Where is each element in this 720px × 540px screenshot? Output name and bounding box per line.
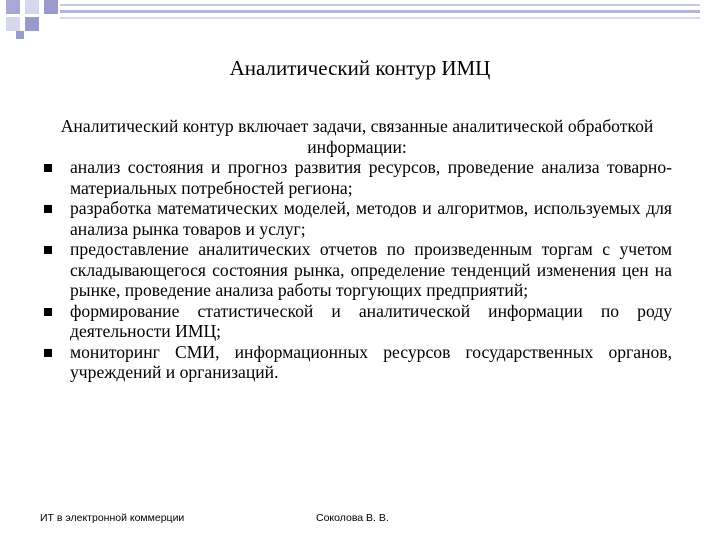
header-decoration bbox=[0, 0, 720, 44]
decor-square bbox=[6, 17, 20, 31]
decor-square bbox=[25, 0, 39, 14]
slide-body bbox=[42, 116, 672, 383]
decor-squares bbox=[6, 0, 58, 39]
decor-square bbox=[16, 31, 24, 39]
decor-stripe bbox=[60, 4, 700, 6]
footer-course-title: ИТ в электронной коммерции bbox=[40, 512, 185, 524]
bullet-item bbox=[42, 301, 672, 342]
bullet-text: предоставление аналитических отчетов по произведенным торгам с учетом складывающегося состояния рынка, определение тенденций изменения цен на рынке, проведение анализа работы торгующих предприятий; bbox=[70, 239, 672, 300]
square-bullet-icon bbox=[44, 205, 52, 213]
decor-square bbox=[25, 17, 39, 31]
bullet-text: мониторинг СМИ, информационных ресурсов государственных органов, учреждений и организаций. bbox=[70, 341, 672, 382]
decor-stripe bbox=[60, 17, 700, 19]
bullet-text: разработка математических моделей, методов и алгоритмов, используемых для анализа рынка товаров и услуг; bbox=[70, 198, 672, 239]
decor-stripe bbox=[60, 10, 700, 13]
bullet-item bbox=[42, 198, 672, 239]
intro-text: Аналитический контур включает задачи, связанные аналитической обработкой информации: bbox=[60, 116, 654, 157]
slide-title: Аналитический контур ИМЦ bbox=[229, 56, 491, 80]
bullet-item bbox=[42, 157, 672, 198]
bullet-item bbox=[42, 239, 672, 301]
decor-square bbox=[6, 0, 20, 14]
bullet-item bbox=[42, 342, 672, 383]
bullet-text: формирование статистической и аналитической информации по роду деятельности ИМЦ; bbox=[70, 300, 672, 341]
bullet-list bbox=[42, 157, 672, 383]
bullet-text: анализ состояния и прогноз развития ресурсов, проведение анализа товарно-материальных потребностей региона; bbox=[70, 157, 672, 198]
decor-stripes bbox=[60, 4, 700, 19]
square-bullet-icon bbox=[44, 349, 52, 357]
square-bullet-icon bbox=[44, 246, 52, 254]
decor-square bbox=[44, 0, 58, 14]
square-bullet-icon bbox=[44, 164, 52, 172]
footer-author: Соколова В. В. bbox=[316, 512, 389, 524]
square-bullet-icon bbox=[44, 308, 52, 316]
